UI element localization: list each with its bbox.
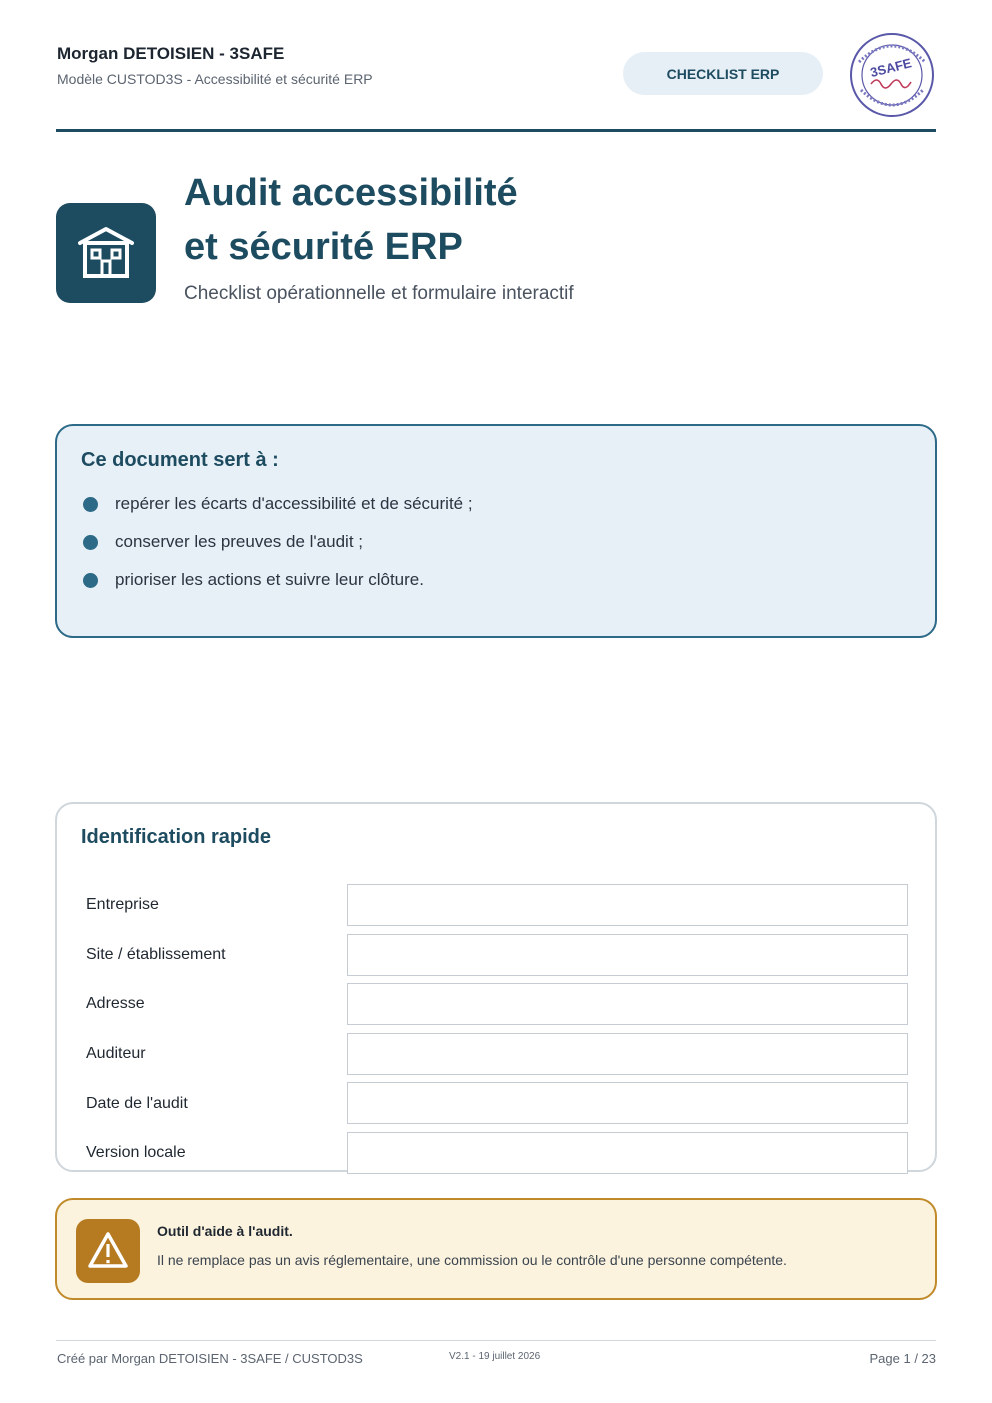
field-label-site: Site / établissement — [86, 946, 226, 963]
purpose-item — [83, 494, 473, 514]
purpose-panel — [55, 424, 937, 638]
adresse-field[interactable] — [347, 983, 908, 1025]
company-stamp — [849, 32, 935, 118]
date-field[interactable] — [347, 1082, 908, 1124]
footer-credit: Créé par Morgan DETOISIEN - 3SAFE / CUSTOD3S — [57, 1351, 363, 1366]
identification-title: Identification rapide — [81, 826, 272, 848]
page-title-line-2: et sécurité ERP — [184, 226, 463, 268]
footer-version: V2.1 - 19 juillet 2026 — [449, 1351, 541, 1362]
header-divider — [56, 129, 936, 132]
checklist-badge — [623, 52, 823, 95]
bullet-icon — [83, 497, 98, 512]
stamp-text: 3SAFE — [868, 55, 914, 80]
page-title-line-1: Audit accessibilité — [184, 172, 518, 214]
page-number: Page 1 / 23 — [869, 1351, 936, 1366]
purpose-title: Ce document sert à : — [81, 449, 279, 471]
purpose-item-text: conserver les preuves de l'audit ; — [115, 532, 363, 551]
purpose-item-text: prioriser les actions et suivre leur clôture. — [115, 570, 424, 589]
bullet-icon — [83, 573, 98, 588]
building-icon — [56, 203, 156, 303]
auditeur-field[interactable] — [347, 1033, 908, 1075]
header-author: Morgan DETOISIEN - 3SAFE — [57, 44, 285, 63]
header-model: Modèle CUSTOD3S - Accessibilité et sécurité ERP — [57, 71, 373, 87]
badge-label: CHECKLIST ERP — [666, 65, 780, 82]
identification-panel — [55, 802, 937, 1172]
page-subtitle: Checklist opérationnelle et formulaire interactif — [184, 283, 574, 304]
purpose-item — [83, 570, 424, 590]
warning-text: Il ne remplace pas un avis réglementaire, une commission ou le contrôle d'une personne compétente. — [157, 1252, 787, 1268]
field-label-date: Date de l'audit — [86, 1095, 188, 1112]
version-field[interactable] — [347, 1132, 908, 1174]
warning-title: Outil d'aide à l'audit. — [157, 1223, 293, 1239]
field-label-version: Version locale — [86, 1144, 186, 1161]
purpose-item — [83, 532, 363, 552]
warning-panel — [55, 1198, 937, 1300]
warning-triangle-icon — [76, 1219, 140, 1283]
field-label-auditeur: Auditeur — [86, 1045, 146, 1062]
field-label-entreprise: Entreprise — [86, 896, 159, 913]
site-field[interactable] — [347, 934, 908, 976]
field-label-adresse: Adresse — [86, 995, 145, 1012]
footer-divider — [56, 1340, 936, 1341]
entreprise-field[interactable] — [347, 884, 908, 926]
bullet-icon — [83, 535, 98, 550]
purpose-item-text: repérer les écarts d'accessibilité et de sécurité ; — [115, 494, 473, 513]
